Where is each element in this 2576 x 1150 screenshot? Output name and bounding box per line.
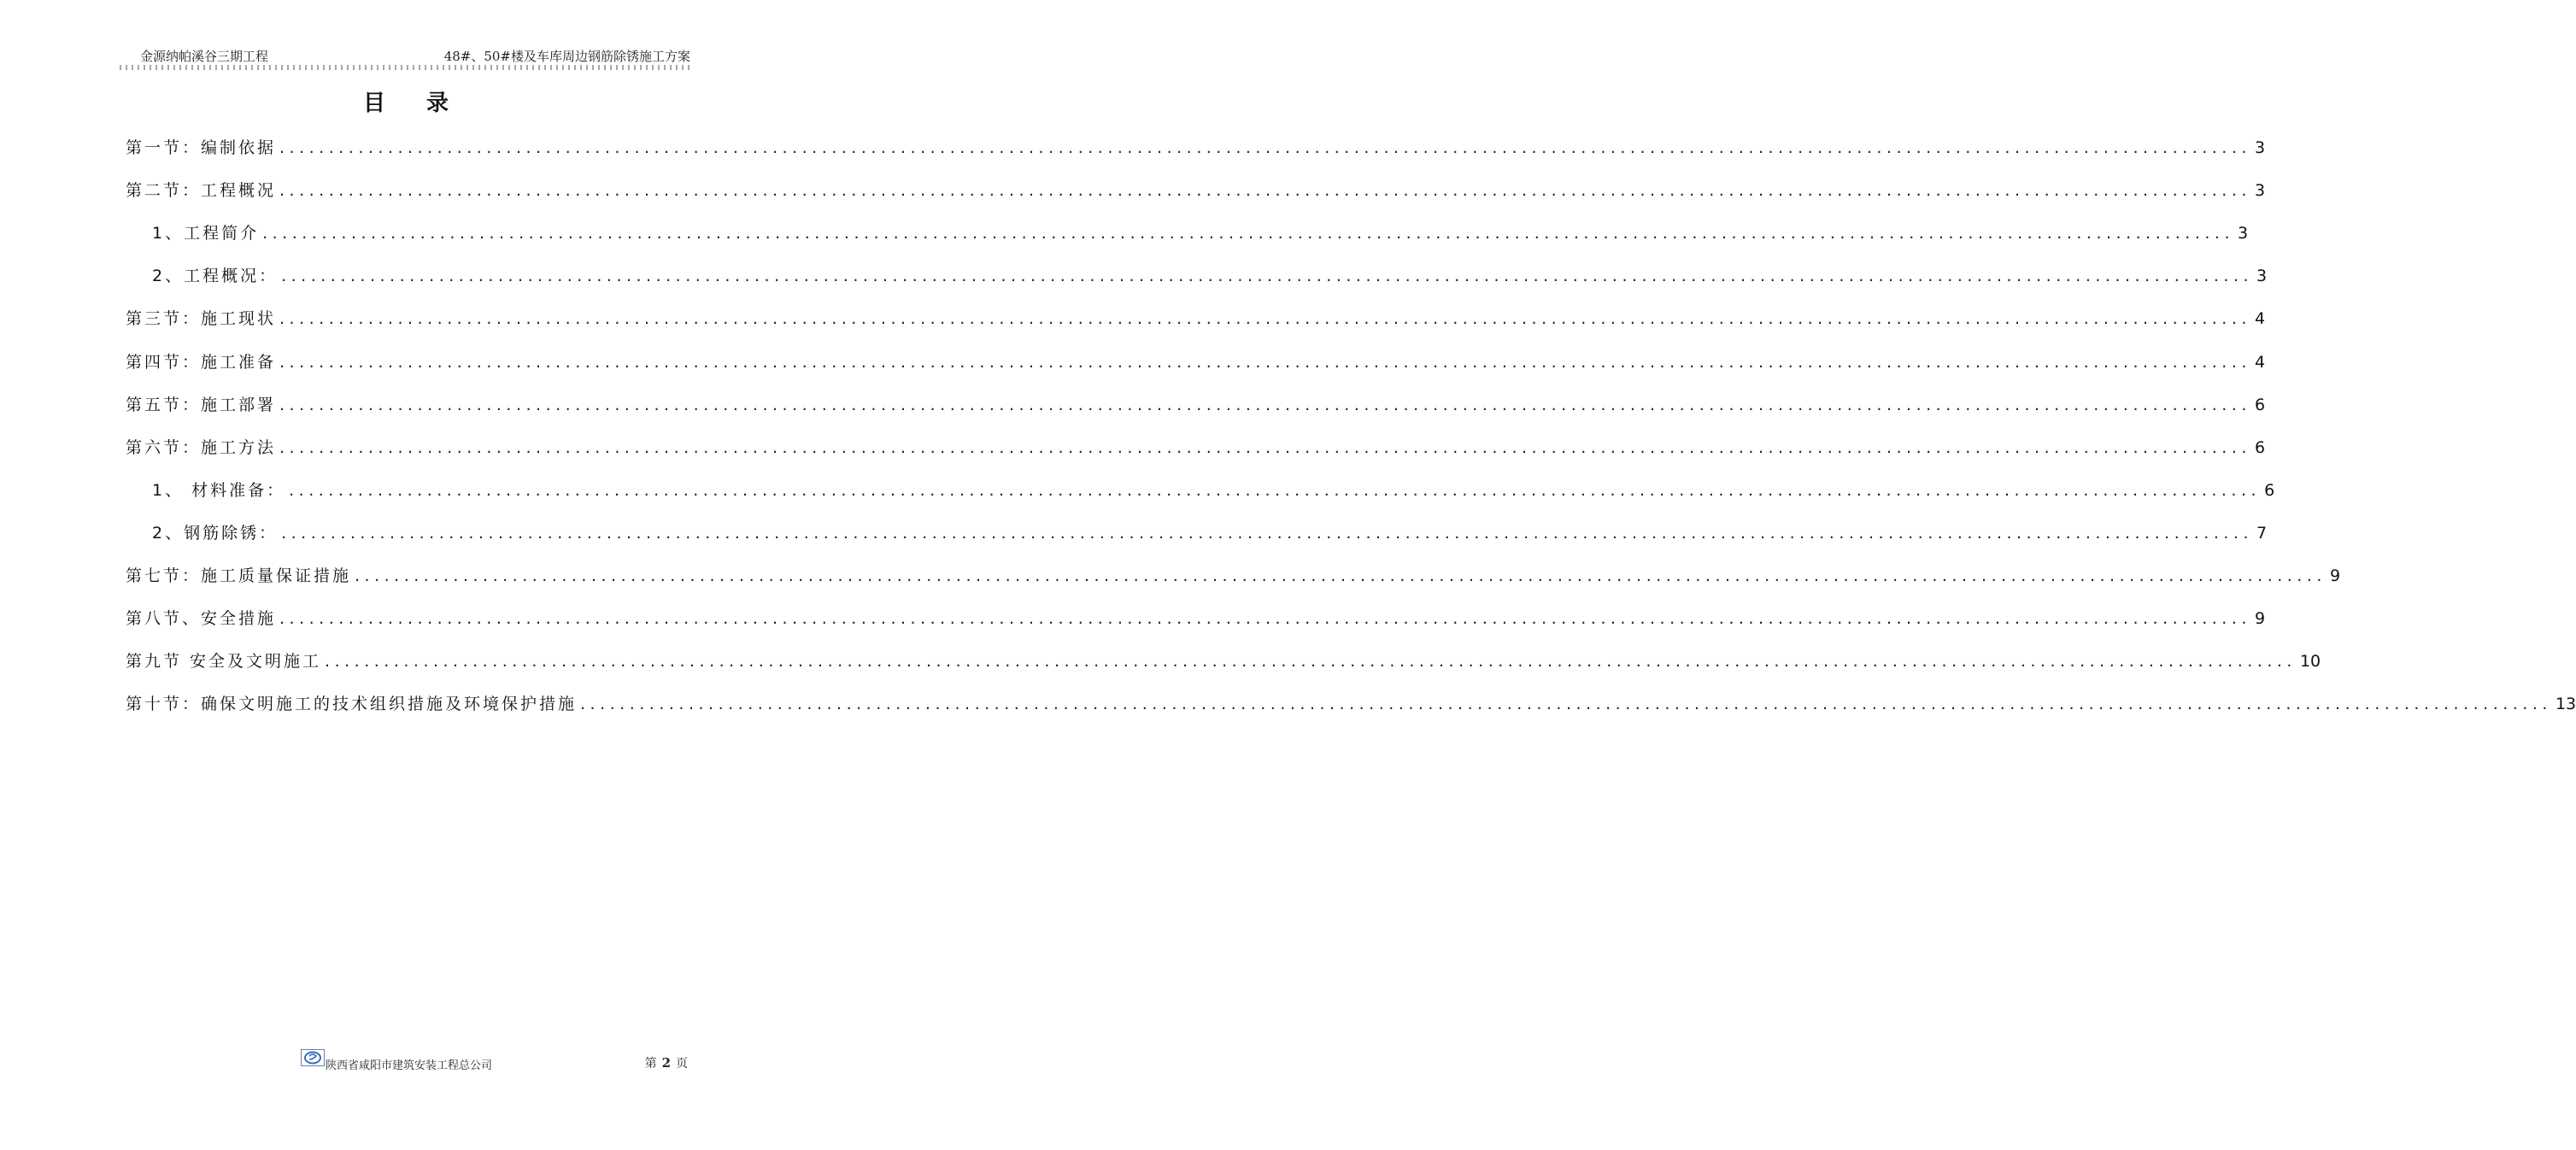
- toc-entry[interactable]: [126, 648, 2321, 671]
- toc-entry-page: 9: [2254, 609, 2266, 628]
- company-logo-icon: [301, 1049, 325, 1066]
- footer-page-number: [645, 1054, 688, 1071]
- toc-leader-dots: ........................................................................................................................................................................................................: [279, 309, 2251, 328]
- toc-entry-label: 2、工程概况：: [152, 267, 279, 285]
- header-divider: [120, 65, 690, 70]
- toc-leader-dots: ........................................................................................................................................................................................................: [281, 267, 2254, 285]
- toc-entry-page: 3: [2238, 224, 2249, 243]
- toc-entry[interactable]: [126, 691, 2576, 713]
- page-header: [120, 44, 690, 70]
- toc-entry-label: 第六节：施工方法: [126, 438, 277, 457]
- toc-entry-page: 9: [2329, 566, 2341, 585]
- toc-entry[interactable]: [126, 306, 2266, 328]
- toc-entry[interactable]: [126, 349, 2266, 372]
- page-footer: [0, 1049, 812, 1075]
- toc-title-part1: 目: [362, 91, 385, 116]
- toc-entry-page: 6: [2254, 396, 2266, 414]
- toc-title: [0, 85, 812, 117]
- toc-entry-page: 6: [2254, 438, 2266, 457]
- toc-entry[interactable]: [152, 263, 2268, 285]
- toc-leader-dots: ........................................................................................................................................................................................................: [289, 481, 2262, 500]
- toc-leader-dots: ........................................................................................................................................................................................................: [279, 353, 2251, 372]
- toc-leader-dots: ........................................................................................................................................................................................................: [281, 524, 2254, 543]
- toc-leader-dots: ........................................................................................................................................................................................................: [355, 566, 2327, 585]
- toc-entry[interactable]: [126, 563, 2341, 585]
- toc-entry-label: 第九节 安全及文明施工: [126, 652, 322, 671]
- toc-entry-label: 2、钢筋除锈：: [152, 524, 279, 543]
- toc-entry-page: 6: [2264, 481, 2275, 500]
- toc-leader-dots: ........................................................................................................................................................................................................: [279, 438, 2251, 457]
- toc-entry[interactable]: [126, 178, 2266, 200]
- page-number: 2: [661, 1055, 671, 1071]
- toc-entry-page: 3: [2256, 267, 2268, 285]
- toc-title-part2: 录: [426, 91, 449, 116]
- toc-entry-label: 第四节：施工准备: [126, 353, 277, 372]
- toc-leader-dots: ........................................................................................................................................................................................................: [279, 396, 2251, 414]
- footer-company-name: 陕西省咸阳市建筑安装工程总公司: [326, 1059, 493, 1072]
- toc-leader-dots: ........................................................................................................................................................................................................: [279, 609, 2251, 628]
- toc-entry-label: 第七节：施工质量保证措施: [126, 566, 352, 585]
- toc-entry[interactable]: [126, 392, 2266, 414]
- toc-entry-page: 4: [2254, 353, 2266, 372]
- toc-entry-label: 第三节：施工现状: [126, 309, 277, 328]
- toc-entry-label: 第五节：施工部署: [126, 396, 277, 414]
- toc-entry[interactable]: [126, 435, 2266, 457]
- toc-entry[interactable]: [152, 520, 2268, 543]
- toc-entry-page: 4: [2254, 309, 2266, 328]
- toc-entry-page: 3: [2254, 138, 2266, 157]
- toc-entry[interactable]: [126, 135, 2266, 157]
- page-suffix: 页: [676, 1057, 688, 1071]
- page-prefix: 第: [644, 1057, 657, 1071]
- header-document-title: 48#、50#楼及车库周边钢筋除锈施工方案: [443, 49, 690, 64]
- toc-entry-label: 第一节：编制依据: [126, 138, 277, 157]
- toc-leader-dots: ........................................................................................................................................................................................................: [580, 695, 2552, 713]
- toc-leader-dots: ........................................................................................................................................................................................................: [325, 652, 2297, 671]
- toc-entry-label: 第八节、安全措施: [126, 609, 277, 628]
- toc-entry[interactable]: [126, 606, 2266, 628]
- toc-entry-label: 第十节：确保文明施工的技术组织措施及环境保护措施: [126, 695, 578, 713]
- toc-entry[interactable]: [152, 220, 2249, 243]
- header-project-name: 金源纳帕溪谷三期工程: [140, 49, 269, 64]
- toc-entry-label: 1、 材料准备：: [152, 481, 286, 500]
- toc-entry-page: 10: [2299, 652, 2321, 671]
- toc-entry[interactable]: [152, 478, 2275, 500]
- toc-entry-page: 13: [2555, 695, 2576, 713]
- toc-entry-page: 3: [2254, 181, 2266, 200]
- toc-entry-page: 7: [2256, 524, 2268, 543]
- toc-entry-label: 1、工程简介: [152, 224, 260, 243]
- toc-leader-dots: ........................................................................................................................................................................................................: [262, 224, 2235, 243]
- toc-leader-dots: ........................................................................................................................................................................................................: [279, 138, 2251, 157]
- toc-leader-dots: ........................................................................................................................................................................................................: [279, 181, 2251, 200]
- toc-entry-label: 第二节：工程概况: [126, 181, 277, 200]
